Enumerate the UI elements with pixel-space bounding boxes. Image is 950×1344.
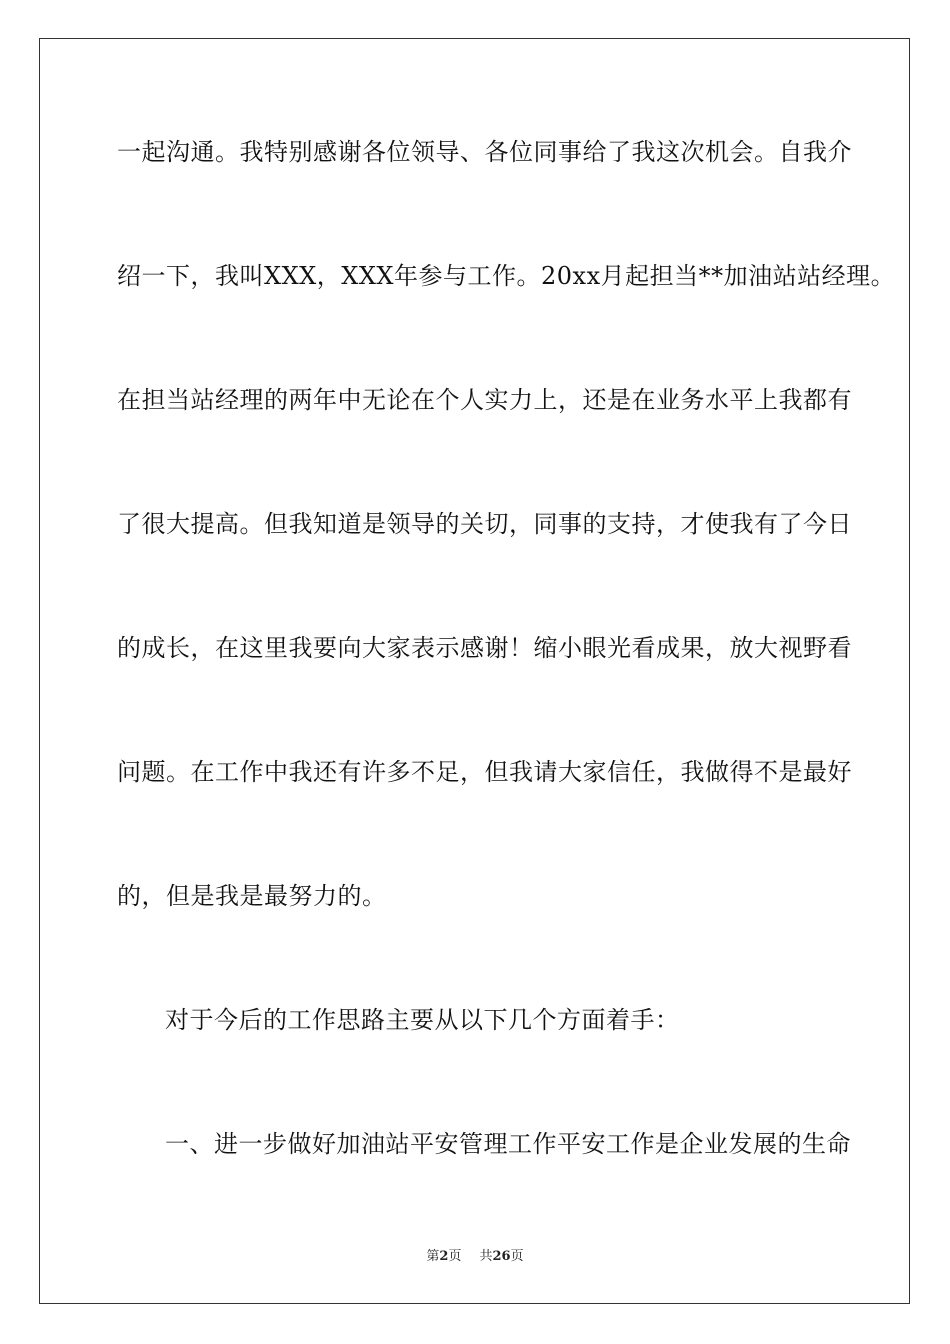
total-suffix: 页: [510, 1249, 524, 1264]
body-text-line: 的成长，在这里我要向大家表示感谢！缩小眼光看成果，放大视野看: [117, 634, 852, 662]
body-text-line: 的，但是我是最努力的。: [117, 882, 387, 910]
total-pages: 26: [492, 1249, 511, 1264]
body-text-line: 了很大提高。但我知道是领导的关切，同事的支持，才使我有了今日: [117, 510, 852, 538]
page-number: 2: [439, 1249, 449, 1264]
page-border: [39, 38, 910, 1304]
total-prefix: 共: [479, 1249, 493, 1264]
body-text-line: 绍一下，我叫XXX，XXX年参与工作。20xx月起担当**加油站站经理。: [117, 262, 896, 290]
body-text-line: 一起沟通。我特别感谢各位领导、各位同事给了我这次机会。自我介: [117, 138, 852, 166]
page-suffix: 页: [448, 1249, 462, 1264]
body-text-line: 在担当站经理的两年中无论在个人实力上，还是在业务水平上我都有: [117, 386, 852, 414]
body-text-line: 问题。在工作中我还有许多不足，但我请大家信任，我做得不是最好: [117, 758, 852, 786]
section-heading-line: 一、进一步做好加油站平安管理工作平安工作是企业发展的生命: [165, 1130, 851, 1158]
paragraph-heading-line: 对于今后的工作思路主要从以下几个方面着手：: [165, 1006, 680, 1034]
page-footer: [0, 1245, 950, 1264]
page-prefix: 第: [426, 1249, 440, 1264]
